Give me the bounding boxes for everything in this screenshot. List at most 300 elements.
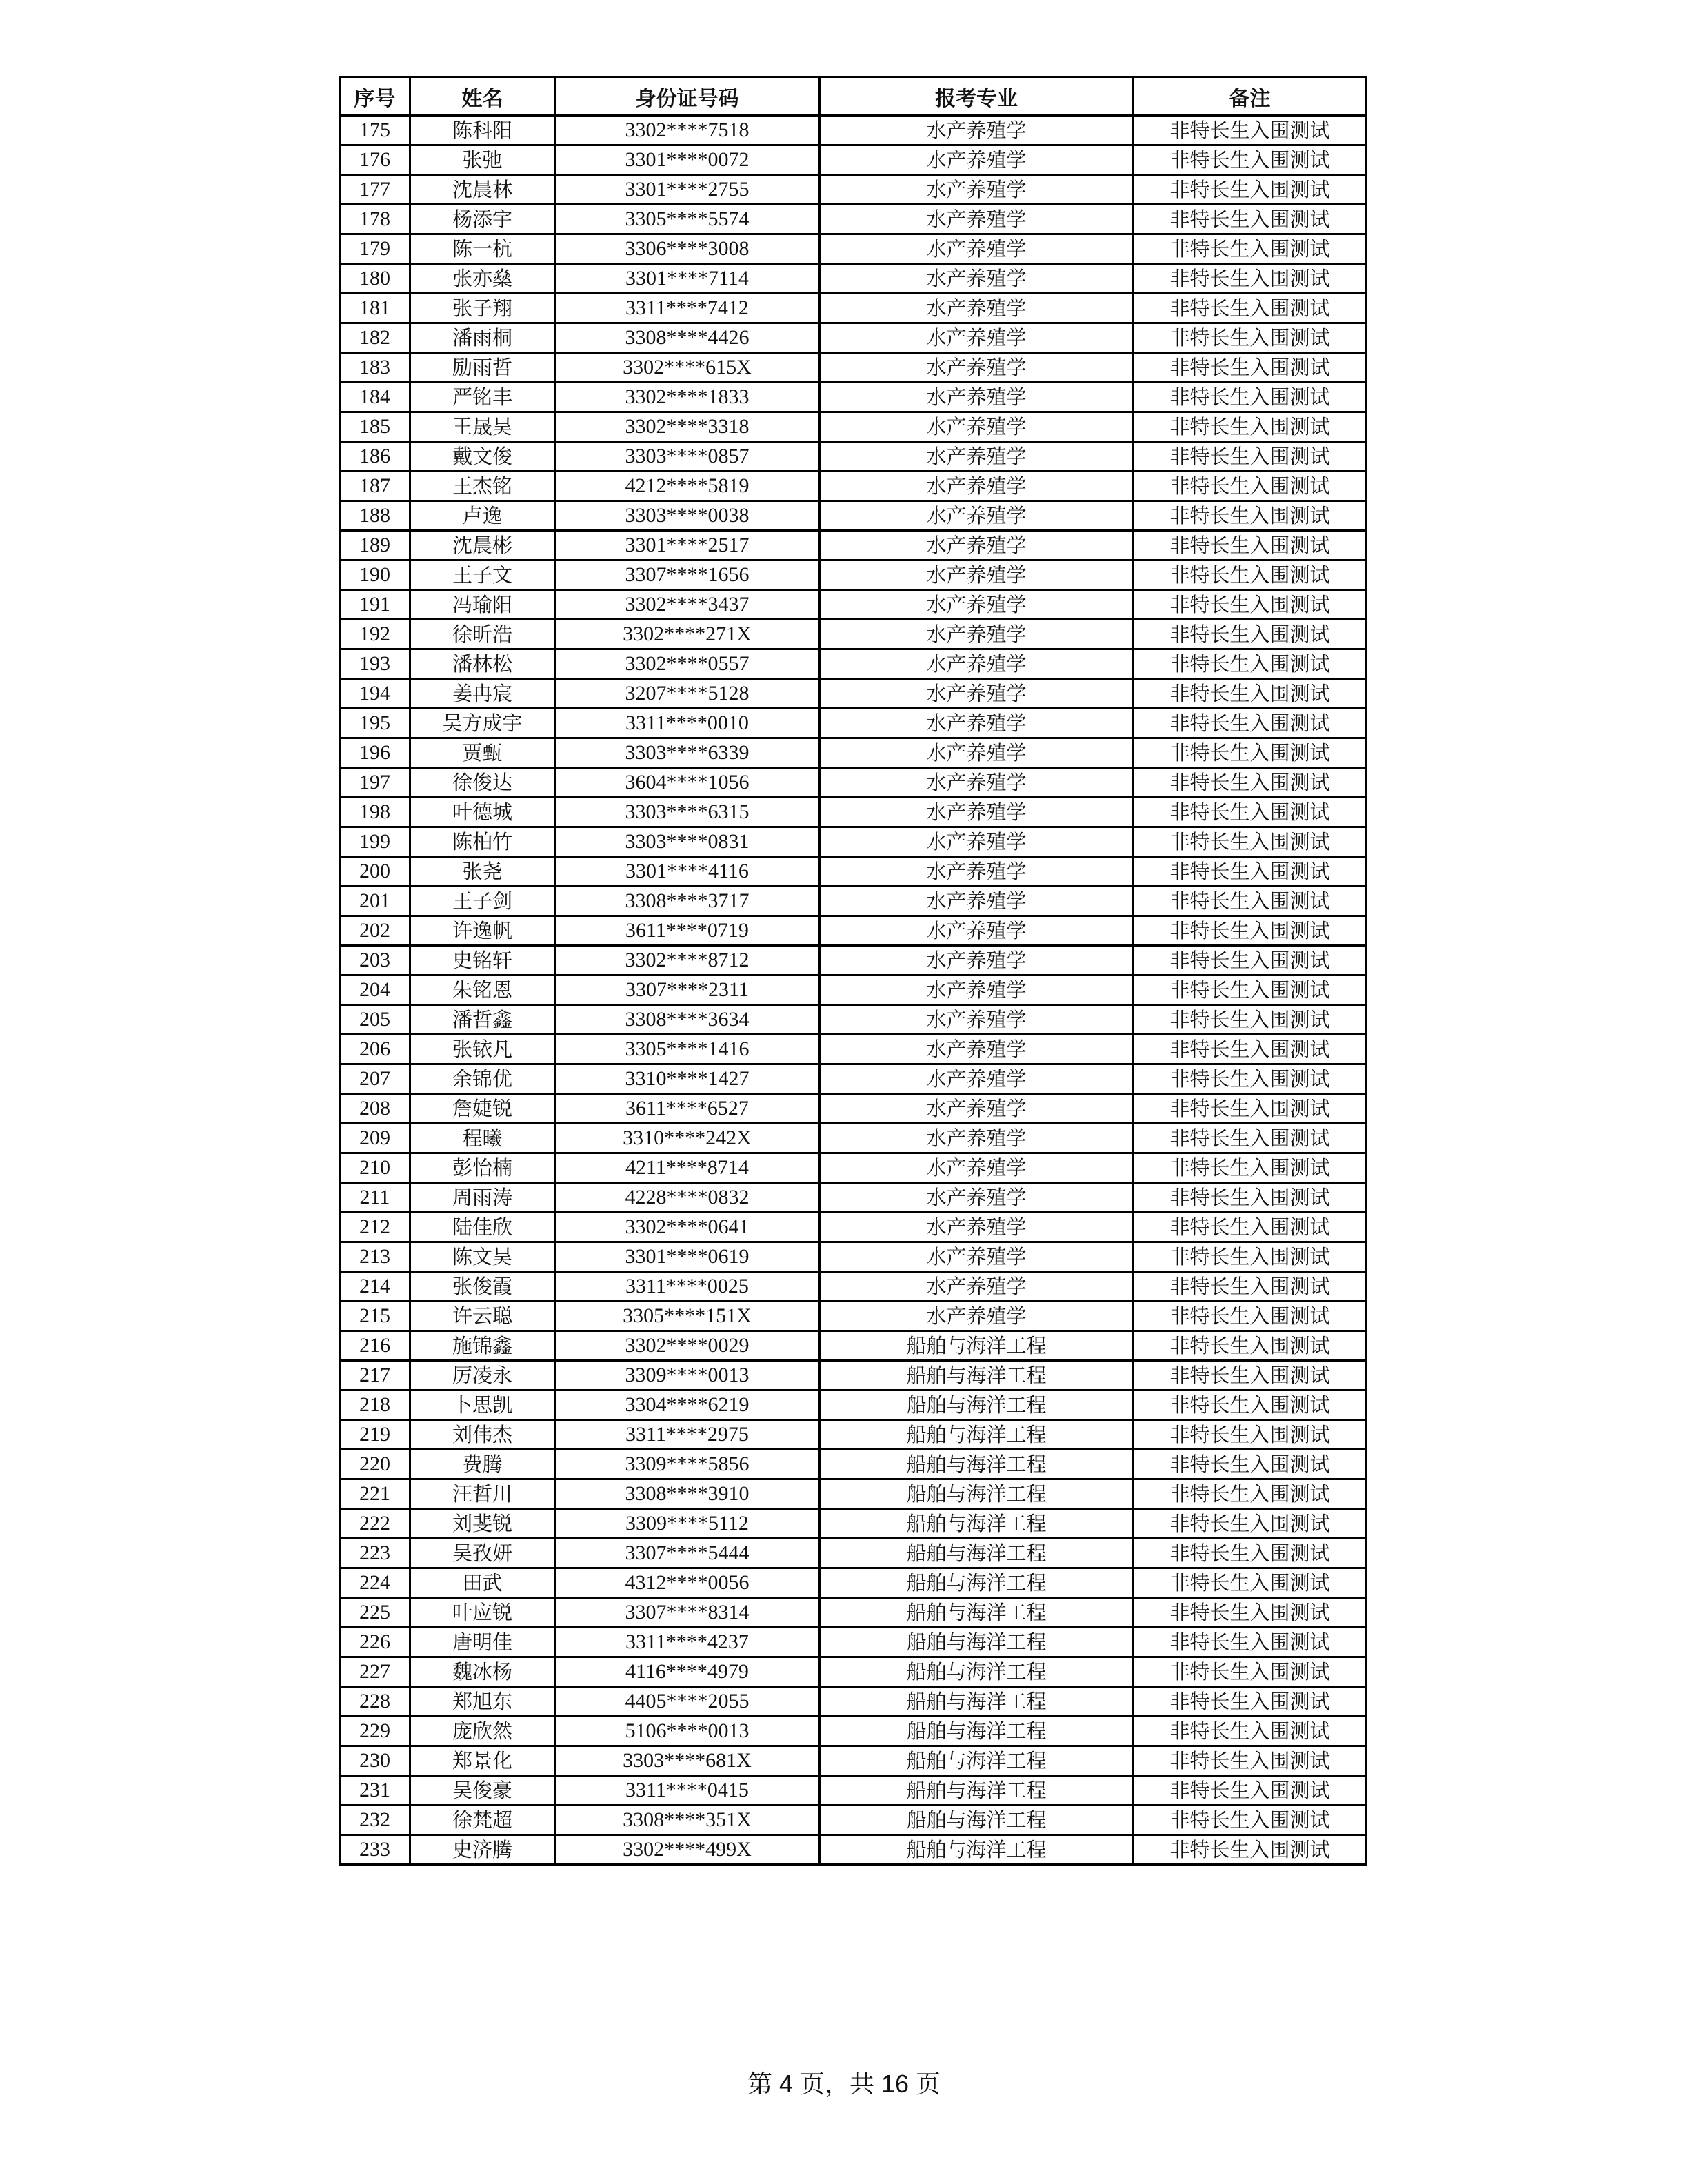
cell-remark: 非特长生入围测试	[1134, 1806, 1367, 1835]
cell-seq: 209	[340, 1124, 410, 1153]
cell-id-number: 3303****0038	[555, 501, 820, 531]
cell-name: 张尧	[410, 857, 555, 887]
cell-major: 船舶与海洋工程	[820, 1361, 1134, 1391]
table-row	[340, 1391, 1367, 1420]
cell-remark: 非特长生入围测试	[1134, 827, 1367, 857]
cell-seq: 185	[340, 412, 410, 442]
table-row	[340, 501, 1367, 531]
cell-seq: 224	[340, 1568, 410, 1598]
table-row	[340, 1302, 1367, 1331]
cell-name: 叶德城	[410, 798, 555, 827]
cell-seq: 195	[340, 709, 410, 738]
cell-remark: 非特长生入围测试	[1134, 709, 1367, 738]
cell-id-number: 4212****5819	[555, 472, 820, 501]
cell-major: 船舶与海洋工程	[820, 1420, 1134, 1450]
cell-seq: 213	[340, 1242, 410, 1272]
cell-id-number: 3303****6339	[555, 738, 820, 768]
cell-name: 贾甄	[410, 738, 555, 768]
table-row	[340, 857, 1367, 887]
cell-major: 水产养殖学	[820, 412, 1134, 442]
cell-seq: 197	[340, 768, 410, 798]
cell-seq: 221	[340, 1479, 410, 1509]
cell-remark: 非特长生入围测试	[1134, 1746, 1367, 1776]
cell-remark: 非特长生入围测试	[1134, 1450, 1367, 1479]
cell-seq: 231	[340, 1776, 410, 1806]
cell-remark: 非特长生入围测试	[1134, 501, 1367, 531]
table-row	[340, 1509, 1367, 1539]
cell-id-number: 3306****3008	[555, 234, 820, 264]
table-row	[340, 1361, 1367, 1391]
cell-major: 船舶与海洋工程	[820, 1479, 1134, 1509]
cell-major: 船舶与海洋工程	[820, 1628, 1134, 1657]
cell-id-number: 3305****1416	[555, 1035, 820, 1064]
cell-seq: 182	[340, 323, 410, 353]
cell-remark: 非特长生入围测试	[1134, 768, 1367, 798]
cell-name: 史铭轩	[410, 946, 555, 975]
table-row	[340, 1687, 1367, 1717]
cell-remark: 非特长生入围测试	[1134, 1064, 1367, 1094]
cell-major: 水产养殖学	[820, 857, 1134, 887]
cell-id-number: 3311****0010	[555, 709, 820, 738]
cell-remark: 非特长生入围测试	[1134, 946, 1367, 975]
cell-id-number: 3308****4426	[555, 323, 820, 353]
table-row	[340, 1479, 1367, 1509]
cell-name: 田武	[410, 1568, 555, 1598]
cell-remark: 非特长生入围测试	[1134, 1272, 1367, 1302]
cell-seq: 184	[340, 383, 410, 412]
cell-major: 船舶与海洋工程	[820, 1746, 1134, 1776]
table-row	[340, 768, 1367, 798]
table-row	[340, 590, 1367, 620]
cell-seq: 189	[340, 531, 410, 560]
table-row	[340, 1331, 1367, 1361]
cell-major: 水产养殖学	[820, 1183, 1134, 1213]
cell-major: 船舶与海洋工程	[820, 1717, 1134, 1746]
cell-seq: 218	[340, 1391, 410, 1420]
cell-name: 王子文	[410, 560, 555, 590]
cell-major: 船舶与海洋工程	[820, 1450, 1134, 1479]
cell-name: 汪哲川	[410, 1479, 555, 1509]
table-row	[340, 738, 1367, 768]
cell-remark: 非特长生入围测试	[1134, 1035, 1367, 1064]
cell-remark: 非特长生入围测试	[1134, 857, 1367, 887]
header-remark: 备注	[1134, 77, 1367, 116]
table-row	[340, 472, 1367, 501]
cell-name: 张弛	[410, 145, 555, 175]
cell-major: 水产养殖学	[820, 560, 1134, 590]
cell-major: 水产养殖学	[820, 738, 1134, 768]
cell-major: 水产养殖学	[820, 472, 1134, 501]
cell-name: 吴孜妍	[410, 1539, 555, 1568]
cell-seq: 232	[340, 1806, 410, 1835]
cell-seq: 226	[340, 1628, 410, 1657]
cell-major: 水产养殖学	[820, 1242, 1134, 1272]
cell-name: 王子剑	[410, 887, 555, 916]
table-row	[340, 1598, 1367, 1628]
cell-id-number: 3307****2311	[555, 975, 820, 1005]
cell-name: 许逸帆	[410, 916, 555, 946]
cell-remark: 非特长生入围测试	[1134, 1213, 1367, 1242]
cell-remark: 非特长生入围测试	[1134, 1094, 1367, 1124]
cell-name: 潘哲鑫	[410, 1005, 555, 1035]
cell-seq: 233	[340, 1835, 410, 1865]
cell-remark: 非特长生入围测试	[1134, 1539, 1367, 1568]
cell-name: 周雨涛	[410, 1183, 555, 1213]
cell-id-number: 3305****5574	[555, 205, 820, 234]
cell-major: 船舶与海洋工程	[820, 1509, 1134, 1539]
table-row	[340, 531, 1367, 560]
cell-id-number: 3302****8712	[555, 946, 820, 975]
cell-id-number: 3308****3634	[555, 1005, 820, 1035]
cell-name: 彭怡楠	[410, 1153, 555, 1183]
cell-seq: 214	[340, 1272, 410, 1302]
cell-seq: 225	[340, 1598, 410, 1628]
cell-remark: 非特长生入围测试	[1134, 1717, 1367, 1746]
table-row	[340, 1568, 1367, 1598]
cell-seq: 217	[340, 1361, 410, 1391]
cell-id-number: 3611****0719	[555, 916, 820, 946]
cell-id-number: 3307****1656	[555, 560, 820, 590]
cell-id-number: 3304****6219	[555, 1391, 820, 1420]
cell-name: 徐俊达	[410, 768, 555, 798]
cell-major: 水产养殖学	[820, 679, 1134, 709]
cell-seq: 227	[340, 1657, 410, 1687]
cell-remark: 非特长生入围测试	[1134, 1509, 1367, 1539]
table-row	[340, 1776, 1367, 1806]
cell-seq: 200	[340, 857, 410, 887]
cell-remark: 非特长生入围测试	[1134, 116, 1367, 145]
cell-id-number: 3302****499X	[555, 1835, 820, 1865]
cell-name: 叶应锐	[410, 1598, 555, 1628]
cell-name: 潘林松	[410, 649, 555, 679]
cell-major: 船舶与海洋工程	[820, 1835, 1134, 1865]
cell-remark: 非特长生入围测试	[1134, 145, 1367, 175]
cell-id-number: 4312****0056	[555, 1568, 820, 1598]
cell-remark: 非特长生入围测试	[1134, 1391, 1367, 1420]
cell-seq: 190	[340, 560, 410, 590]
cell-remark: 非特长生入围测试	[1134, 798, 1367, 827]
table-row	[340, 205, 1367, 234]
cell-seq: 199	[340, 827, 410, 857]
table-row	[340, 946, 1367, 975]
cell-id-number: 3604****1056	[555, 768, 820, 798]
cell-remark: 非特长生入围测试	[1134, 590, 1367, 620]
cell-id-number: 3301****2517	[555, 531, 820, 560]
cell-id-number: 3309****5856	[555, 1450, 820, 1479]
cell-seq: 212	[340, 1213, 410, 1242]
cell-name: 徐昕浩	[410, 620, 555, 649]
cell-remark: 非特长生入围测试	[1134, 1598, 1367, 1628]
cell-name: 詹婕锐	[410, 1094, 555, 1124]
cell-id-number: 3301****7114	[555, 264, 820, 294]
cell-major: 水产养殖学	[820, 1064, 1134, 1094]
header-name: 姓名	[410, 77, 555, 116]
cell-remark: 非特长生入围测试	[1134, 234, 1367, 264]
cell-name: 郑景化	[410, 1746, 555, 1776]
cell-id-number: 3303****681X	[555, 1746, 820, 1776]
cell-remark: 非特长生入围测试	[1134, 1657, 1367, 1687]
cell-remark: 非特长生入围测试	[1134, 264, 1367, 294]
table-row	[340, 175, 1367, 205]
cell-seq: 186	[340, 442, 410, 472]
candidate-list-table-container	[339, 76, 1365, 1866]
cell-major: 水产养殖学	[820, 501, 1134, 531]
table-row	[340, 1657, 1367, 1687]
table-header-row	[340, 77, 1367, 116]
cell-seq: 204	[340, 975, 410, 1005]
cell-name: 张铱凡	[410, 1035, 555, 1064]
cell-id-number: 3302****3437	[555, 590, 820, 620]
table-row	[340, 1539, 1367, 1568]
cell-id-number: 3309****0013	[555, 1361, 820, 1391]
table-row	[340, 1746, 1367, 1776]
cell-major: 船舶与海洋工程	[820, 1391, 1134, 1420]
cell-remark: 非特长生入围测试	[1134, 560, 1367, 590]
cell-id-number: 3308****3910	[555, 1479, 820, 1509]
cell-name: 余锦优	[410, 1064, 555, 1094]
cell-id-number: 3311****0415	[555, 1776, 820, 1806]
cell-major: 船舶与海洋工程	[820, 1687, 1134, 1717]
cell-id-number: 3311****0025	[555, 1272, 820, 1302]
cell-name: 沈晨林	[410, 175, 555, 205]
cell-seq: 180	[340, 264, 410, 294]
table-row	[340, 975, 1367, 1005]
table-row	[340, 1035, 1367, 1064]
cell-major: 水产养殖学	[820, 353, 1134, 383]
cell-name: 吴俊豪	[410, 1776, 555, 1806]
cell-seq: 206	[340, 1035, 410, 1064]
cell-name: 张亦燊	[410, 264, 555, 294]
cell-major: 船舶与海洋工程	[820, 1776, 1134, 1806]
cell-id-number: 4211****8714	[555, 1153, 820, 1183]
cell-id-number: 3611****6527	[555, 1094, 820, 1124]
cell-id-number: 3303****0831	[555, 827, 820, 857]
cell-id-number: 3303****6315	[555, 798, 820, 827]
cell-seq: 205	[340, 1005, 410, 1035]
table-row	[340, 353, 1367, 383]
cell-major: 水产养殖学	[820, 531, 1134, 560]
cell-seq: 198	[340, 798, 410, 827]
cell-remark: 非特长生入围测试	[1134, 205, 1367, 234]
cell-major: 船舶与海洋工程	[820, 1598, 1134, 1628]
table-row	[340, 1717, 1367, 1746]
cell-remark: 非特长生入围测试	[1134, 323, 1367, 353]
cell-seq: 229	[340, 1717, 410, 1746]
cell-seq: 208	[340, 1094, 410, 1124]
cell-seq: 181	[340, 294, 410, 323]
cell-id-number: 3311****7412	[555, 294, 820, 323]
table-row	[340, 1124, 1367, 1153]
cell-id-number: 3311****4237	[555, 1628, 820, 1657]
cell-seq: 220	[340, 1450, 410, 1479]
cell-name: 张子翔	[410, 294, 555, 323]
candidate-list-table	[339, 76, 1367, 1866]
page-number-footer: 第 4 页，共 16 页	[747, 2070, 941, 2098]
cell-major: 船舶与海洋工程	[820, 1331, 1134, 1361]
cell-major: 水产养殖学	[820, 1213, 1134, 1242]
cell-name: 刘斐锐	[410, 1509, 555, 1539]
cell-major: 水产养殖学	[820, 442, 1134, 472]
cell-name: 郑旭东	[410, 1687, 555, 1717]
cell-major: 水产养殖学	[820, 1005, 1134, 1035]
cell-remark: 非特长生入围测试	[1134, 1183, 1367, 1213]
table-row	[340, 442, 1367, 472]
table-row	[340, 383, 1367, 412]
cell-name: 陆佳欣	[410, 1213, 555, 1242]
table-row	[340, 1064, 1367, 1094]
cell-remark: 非特长生入围测试	[1134, 1124, 1367, 1153]
cell-remark: 非特长生入围测试	[1134, 1420, 1367, 1450]
cell-major: 水产养殖学	[820, 1035, 1134, 1064]
cell-id-number: 3302****3318	[555, 412, 820, 442]
table-row	[340, 264, 1367, 294]
cell-major: 水产养殖学	[820, 649, 1134, 679]
cell-name: 徐梵超	[410, 1806, 555, 1835]
cell-remark: 非特长生入围测试	[1134, 175, 1367, 205]
cell-name: 王杰铭	[410, 472, 555, 501]
cell-seq: 176	[340, 145, 410, 175]
cell-name: 王晟昊	[410, 412, 555, 442]
table-row	[340, 679, 1367, 709]
table-row	[340, 1005, 1367, 1035]
header-id-number: 身份证号码	[555, 77, 820, 116]
cell-major: 水产养殖学	[820, 1094, 1134, 1124]
cell-name: 许云聪	[410, 1302, 555, 1331]
cell-seq: 211	[340, 1183, 410, 1213]
cell-major: 水产养殖学	[820, 827, 1134, 857]
cell-id-number: 3305****151X	[555, 1302, 820, 1331]
table-row	[340, 1094, 1367, 1124]
cell-remark: 非特长生入围测试	[1134, 887, 1367, 916]
cell-id-number: 3301****0619	[555, 1242, 820, 1272]
table-row	[340, 1153, 1367, 1183]
cell-seq: 193	[340, 649, 410, 679]
table-row	[340, 887, 1367, 916]
cell-id-number: 3302****615X	[555, 353, 820, 383]
table-row	[340, 1272, 1367, 1302]
cell-id-number: 3302****7518	[555, 116, 820, 145]
cell-remark: 非特长生入围测试	[1134, 679, 1367, 709]
cell-seq: 230	[340, 1746, 410, 1776]
table-row	[340, 709, 1367, 738]
cell-remark: 非特长生入围测试	[1134, 1331, 1367, 1361]
cell-seq: 194	[340, 679, 410, 709]
cell-major: 水产养殖学	[820, 768, 1134, 798]
cell-major: 水产养殖学	[820, 1124, 1134, 1153]
table-row	[340, 145, 1367, 175]
cell-name: 冯瑜阳	[410, 590, 555, 620]
cell-remark: 非特长生入围测试	[1134, 294, 1367, 323]
cell-seq: 223	[340, 1539, 410, 1568]
cell-remark: 非特长生入围测试	[1134, 1242, 1367, 1272]
cell-name: 程曦	[410, 1124, 555, 1153]
table-row	[340, 916, 1367, 946]
cell-id-number: 3311****2975	[555, 1420, 820, 1450]
cell-name: 杨添宇	[410, 205, 555, 234]
cell-seq: 202	[340, 916, 410, 946]
cell-name: 励雨哲	[410, 353, 555, 383]
cell-major: 水产养殖学	[820, 590, 1134, 620]
cell-remark: 非特长生入围测试	[1134, 649, 1367, 679]
table-row	[340, 798, 1367, 827]
cell-major: 水产养殖学	[820, 294, 1134, 323]
table-row	[340, 1183, 1367, 1213]
cell-major: 水产养殖学	[820, 1272, 1134, 1302]
cell-remark: 非特长生入围测试	[1134, 412, 1367, 442]
table-row	[340, 1450, 1367, 1479]
cell-major: 水产养殖学	[820, 323, 1134, 353]
cell-remark: 非特长生入围测试	[1134, 1153, 1367, 1183]
cell-remark: 非特长生入围测试	[1134, 1835, 1367, 1865]
table-row	[340, 649, 1367, 679]
cell-major: 船舶与海洋工程	[820, 1539, 1134, 1568]
table-row	[340, 116, 1367, 145]
cell-seq: 228	[340, 1687, 410, 1717]
cell-name: 朱铭恩	[410, 975, 555, 1005]
cell-seq: 183	[340, 353, 410, 383]
cell-seq: 207	[340, 1064, 410, 1094]
table-row	[340, 1213, 1367, 1242]
cell-seq: 179	[340, 234, 410, 264]
cell-id-number: 3310****1427	[555, 1064, 820, 1094]
cell-remark: 非特长生入围测试	[1134, 531, 1367, 560]
cell-name: 卢逸	[410, 501, 555, 531]
cell-id-number: 3308****3717	[555, 887, 820, 916]
table-row	[340, 1835, 1367, 1865]
cell-id-number: 3307****8314	[555, 1598, 820, 1628]
cell-id-number: 3302****0557	[555, 649, 820, 679]
cell-major: 水产养殖学	[820, 709, 1134, 738]
cell-seq: 177	[340, 175, 410, 205]
cell-name: 魏冰杨	[410, 1657, 555, 1687]
cell-major: 水产养殖学	[820, 234, 1134, 264]
table-row	[340, 1806, 1367, 1835]
cell-id-number: 3301****4116	[555, 857, 820, 887]
cell-seq: 192	[340, 620, 410, 649]
table-row	[340, 412, 1367, 442]
cell-name: 张俊霞	[410, 1272, 555, 1302]
cell-id-number: 5106****0013	[555, 1717, 820, 1746]
cell-seq: 196	[340, 738, 410, 768]
cell-name: 施锦鑫	[410, 1331, 555, 1361]
cell-seq: 203	[340, 946, 410, 975]
cell-name: 庞欣然	[410, 1717, 555, 1746]
cell-seq: 210	[340, 1153, 410, 1183]
cell-name: 戴文俊	[410, 442, 555, 472]
cell-id-number: 3310****242X	[555, 1124, 820, 1153]
cell-major: 船舶与海洋工程	[820, 1657, 1134, 1687]
cell-id-number: 4405****2055	[555, 1687, 820, 1717]
cell-seq: 175	[340, 116, 410, 145]
cell-seq: 216	[340, 1331, 410, 1361]
cell-major: 水产养殖学	[820, 116, 1134, 145]
cell-seq: 201	[340, 887, 410, 916]
cell-id-number: 3302****0641	[555, 1213, 820, 1242]
cell-remark: 非特长生入围测试	[1134, 1005, 1367, 1035]
cell-major: 水产养殖学	[820, 383, 1134, 412]
cell-major: 水产养殖学	[820, 175, 1134, 205]
cell-remark: 非特长生入围测试	[1134, 1687, 1367, 1717]
cell-id-number: 3302****0029	[555, 1331, 820, 1361]
cell-name: 陈柏竹	[410, 827, 555, 857]
cell-remark: 非特长生入围测试	[1134, 1628, 1367, 1657]
cell-id-number: 3308****351X	[555, 1806, 820, 1835]
cell-id-number: 3303****0857	[555, 442, 820, 472]
cell-seq: 191	[340, 590, 410, 620]
table-row	[340, 1420, 1367, 1450]
cell-major: 水产养殖学	[820, 798, 1134, 827]
cell-id-number: 3301****2755	[555, 175, 820, 205]
